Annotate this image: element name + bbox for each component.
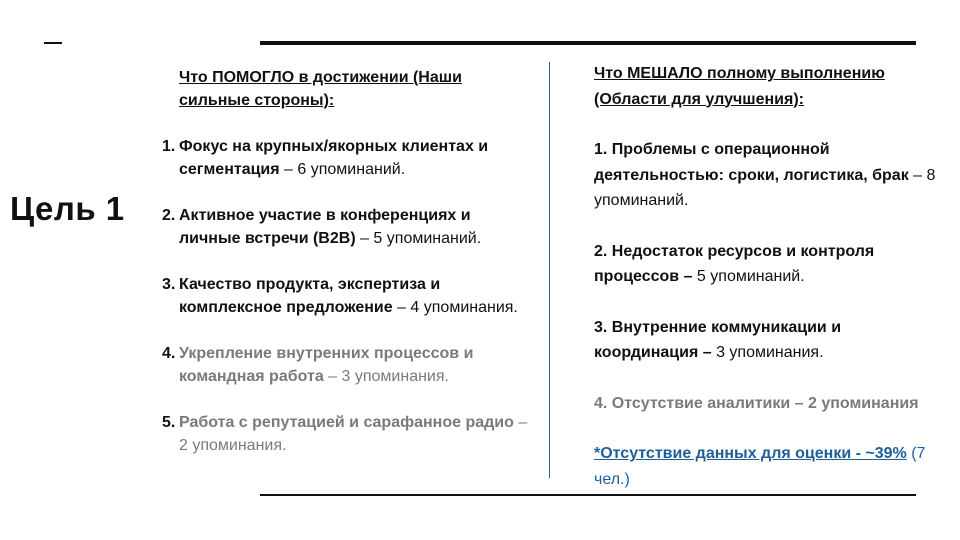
item-number: 4. — [162, 345, 176, 362]
item-title: Качество продукта, экспертиза и комплексное предложение — [179, 276, 441, 316]
item-title: 2. Недостаток ресурсов и контроля процессов – — [594, 242, 875, 285]
note-title: *Отсутствие данных для оценки - ~39% — [594, 445, 907, 462]
improvement-item-4 — [594, 391, 939, 417]
item-number: 1. — [162, 138, 176, 155]
item-count: – 8 упоминаний. — [594, 166, 936, 209]
item-count: – 6 упоминаний. — [279, 161, 406, 178]
item-count: 5 упоминаний. — [692, 268, 805, 285]
item-number: 3. — [162, 276, 176, 293]
strength-item-1 — [162, 135, 534, 181]
item-count: 3 упоминания. — [711, 344, 824, 361]
item-count: – 5 упоминаний. — [355, 230, 482, 247]
improvement-item-2 — [594, 239, 939, 290]
item-count: – 2 упоминания. — [179, 414, 528, 454]
item-number: 2. — [162, 207, 176, 224]
item-count: – 4 упоминания. — [392, 299, 518, 316]
improvements-column — [594, 61, 939, 492]
top-rule — [260, 41, 916, 45]
strengths-column — [162, 66, 534, 457]
improvement-item-3 — [594, 315, 939, 366]
strength-item-3 — [162, 273, 534, 319]
strength-item-2 — [162, 204, 534, 250]
item-title: Фокус на крупных/якорных клиентах и сегментация — [179, 138, 489, 178]
bottom-rule — [260, 494, 916, 496]
column-divider — [549, 62, 550, 478]
item-title: Укрепление внутренних процессов и командная работа — [179, 345, 474, 385]
missing-data-note — [594, 441, 939, 492]
item-title: Активное участие в конференциях и личные встречи (B2B) — [179, 207, 471, 247]
strength-item-4 — [162, 342, 534, 388]
item-count: – 3 упоминания. — [323, 368, 449, 385]
note-count: (7 чел.) — [594, 445, 926, 488]
item-title: 3. Внутренние коммуникации и координация – — [594, 318, 842, 361]
strength-item-5 — [162, 411, 534, 457]
dash-mark — [44, 42, 62, 44]
improvements-heading: Что МЕШАЛО полному выполнению (Области для улучшения): — [594, 65, 885, 108]
item-title: 4. Отсутствие аналитики – 2 упоминания — [594, 394, 919, 412]
strengths-heading: Что ПОМОГЛО в достижении (Наши сильные стороны): — [179, 69, 462, 109]
goal-title: Цель 1 — [10, 190, 125, 227]
improvement-item-1 — [594, 137, 939, 214]
item-title: Работа с репутацией и сарафанное радио — [179, 414, 514, 431]
item-number: 5. — [162, 414, 176, 431]
item-title: 1. Проблемы с операционной деятельностью: сроки, логистика, брак — [594, 141, 909, 184]
